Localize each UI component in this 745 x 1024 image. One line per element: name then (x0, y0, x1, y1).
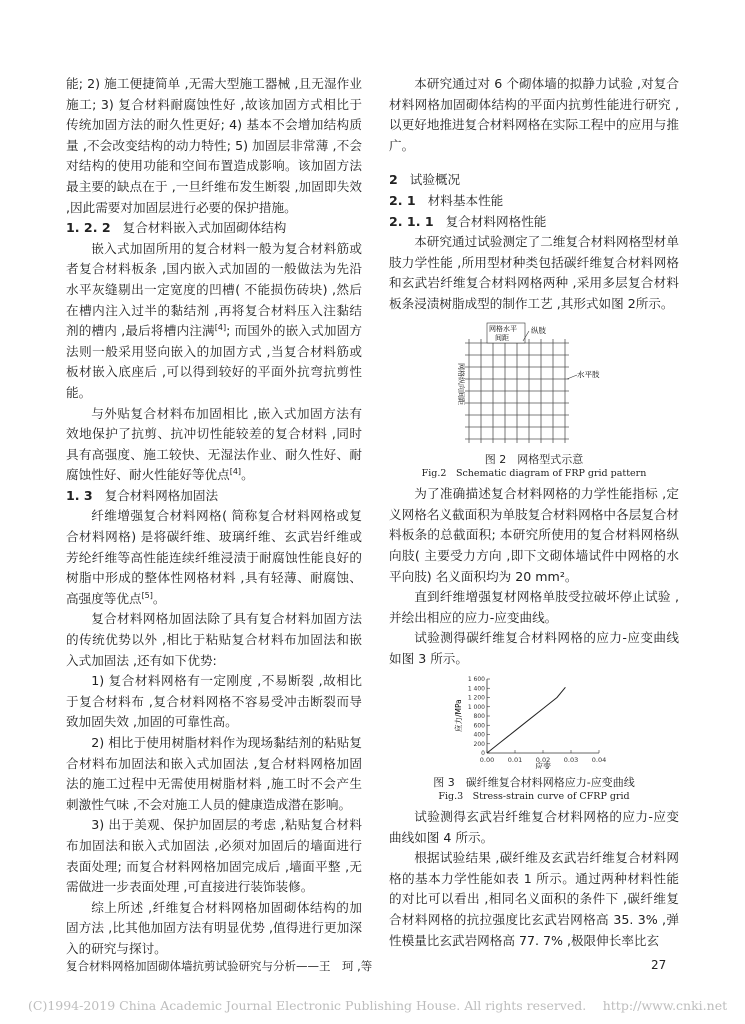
section-heading: 1. 3 复合材料网格加固法 (66, 487, 219, 503)
figure-3 (389, 673, 679, 803)
figure-2 (389, 319, 679, 481)
y-tick-label: 600 (473, 722, 485, 730)
left-column (66, 74, 362, 960)
paragraph: 综上所述 ,纤维复合材料网格加固砌体结构的加固方法 ,比其他加固方法有明显优势 ,值得进行更加深入的研究与探讨。 (66, 899, 362, 956)
y-tick-label: 0 (481, 750, 485, 758)
y-axis-label: 应力/MPa (454, 699, 463, 733)
y-tick-label: 400 (473, 732, 485, 740)
figure-caption-en: Fig.2 Schematic diagram of FRP grid pattern (421, 468, 647, 480)
figure-caption: 图 2 网格型式示意 (484, 453, 584, 467)
paragraph: 1) 复合材料网格有一定刚度 ,不易断裂 ,故相比于复合材料布 ,复合材料网格不容易受冲击断裂而导致加固失效 ,加固的可靠性高。 (66, 673, 362, 730)
citation: [5] (141, 590, 153, 600)
section-heading: 2. 1 材料基本性能 (389, 192, 504, 208)
paragraph: 直到纤维增强复材网格单肢受拉破坏停止试验 ,并绘出相应的应力-应变曲线。 (389, 589, 679, 625)
page-number: 27 (651, 958, 667, 972)
y-tick-label: 1 200 (467, 695, 485, 703)
paragraph: 复合材料网格加固法除了具有复合材料加固方法的传统优势以外 ,相比于粘贴复合材料布加固法和嵌入式加固法 ,还有如下优势: (66, 611, 362, 668)
figure-caption: 图 3 碳纤维复合材料网格应力-应变曲线 (433, 776, 635, 790)
x-tick-label: 0.01 (507, 756, 523, 765)
paragraph: 试验测得玄武岩纤维复合材料网格的应力-应变曲线如图 4 所示。 (389, 809, 679, 845)
figure-caption-en: Fig.3 Stress-strain curve of CFRP grid (438, 791, 630, 803)
x-axis-label: 应变 (535, 762, 551, 770)
label-longitudinal-rib: 纵肢 (531, 325, 546, 335)
section-heading: 2 试验概况 (389, 172, 461, 188)
y-tick-label: 1 000 (467, 704, 485, 712)
paragraph: 3) 出于美观、保护加固层的考虑 ,粘贴复合材料布加固法和嵌入式加固法 ,必须对加固后的墙面进行表面处理; 而复合材料网格加固完成后 ,墙面平整 ,无需做进一步表面处理 ,可直接进行装饰装修。 (66, 817, 362, 895)
paragraph: 纤维增强复合材料网格( 简称复合材料网格或复合材料网格) 是将碳纤维、玻璃纤维、玄武岩纤维或芳纶纤维等高性能连续纤维浸渍于耐腐蚀性能良好的树脂中形成的整体性网格材料 ,具有轻薄、耐腐蚀、高强度等优点[5]。 (66, 508, 362, 606)
x-tick-label: 0.00 (479, 756, 495, 765)
paragraph: 嵌入式加固所用的复合材料一般为复合材料筋或者复合材料板条 ,国内嵌入式加固的一般做法为先沿水平灰缝剔出一定宽度的凹槽( 不能损伤砖块) ,然后在槽内注入过半的黏结剂 ,再将复合材料压入注黏结剂的槽内 ,最后将槽内注满[4]; 而国外的嵌入式加固方法则一般采用竖向嵌入的加固方式 ,当复合材料筋或板材嵌入底座后 ,可以得到较好的平面外抗弯抗剪性能。 (66, 240, 362, 400)
label-horizontal-spacing: 网格水平 (489, 324, 517, 333)
label-horizontal-spacing-2: 间距 (495, 333, 509, 342)
paragraph: 本研究通过试验测定了二维复合材料网格型材单肢力学性能 ,所用型材种类包括碳纤维复合材料网格和玄武岩纤维复合材料网格两种 ,采用多层复合材料板条浸渍树脂成型的制作工艺 ,其形式如图 2所示。 (389, 234, 679, 311)
copyright-notice: (C)1994-2019 China Academic Journal Electronic Publishing House. All rights reserved. http://www.cnki.net (28, 998, 728, 1013)
label-horizontal-rib: 水平肢 (577, 369, 600, 379)
x-tick-label: 0.04 (591, 756, 607, 765)
paragraph: 为了准确描述复合材料网格的力学性能指标 ,定义网格名义截面积为单肢复合材料网格中各层复合材料板条的总截面积; 本研究所使用的复合材料网格纵向肢( 主要受力方向 ,即下文砌体墙试件中网格的水平向肢) 名义面积均为 20 mm²。 (389, 486, 679, 584)
grid-lines (465, 339, 569, 443)
citation: [4] (214, 322, 227, 332)
y-tick-label: 200 (473, 741, 485, 749)
paragraph: 试验测得碳纤维复合材料网格的应力-应变曲线如图 3 所示。 (389, 630, 679, 666)
paragraph: 与外贴复合材料布加固相比 ,嵌入式加固方法有效地保护了抗剪、抗冲切性能较差的复合材料 ,同时具有高强度、施工较快、无湿法作业、耐久性好、耐腐蚀性好、耐火性能好等优点[4]。 (66, 405, 362, 483)
x-tick-label: 0.03 (563, 756, 579, 765)
section-heading: 2. 1. 1 复合材料网格性能 (389, 213, 547, 229)
y-tick-label: 1 600 (467, 676, 485, 684)
label-vertical-spacing: 网格纵向间距 (457, 362, 465, 405)
y-tick-label: 1 400 (467, 685, 485, 693)
section-heading: 1. 2. 2 复合材料嵌入式加固砌体结构 (66, 220, 287, 236)
paragraph: 本研究通过对 6 个砌体墙的拟静力试验 ,对复合材料网格加固砌体结构的平面内抗剪性能进行研究 ,以更好地推进复合材料网格在实际工程中的应用与推广。 (389, 76, 679, 153)
paragraph: 能; 2) 施工便捷简单 ,无需大型施工器械 ,且无湿作业施工; 3) 复合材料耐腐蚀性好 ,故该加固方式相比于传统加固方法的耐久性更好; 4) 基本不会增加结构质量 ,不会改变结构的动力特性; 5) 加固层非常薄 ,不会对结构的使用功能和空间布置造成影响。该加固方法最主要的缺点在于 ,一旦纤维布发生断裂 ,加固即失效 ,因此需要对加固层进行必要的保护措施。 (66, 76, 362, 215)
y-tick-label: 800 (473, 713, 485, 721)
paragraph: 根据试验结果 ,碳纤维及玄武岩纤维复合材料网格的基本力学性能如表 1 所示。通过两种材料性能的对比可以看出 ,相同名义面积的条件下 ,碳纤维复合材料网格的抗拉强度比玄武岩网格高 35. 3% ,弹性模量比玄武岩网格高 77. 7% ,极限伸长率比玄 (389, 850, 679, 948)
running-footer: 复合材料网格加固砌体墙抗剪试验研究与分析——王 珂 ,等 (66, 959, 373, 973)
series-line-cfrp (487, 688, 565, 754)
right-column (389, 74, 679, 951)
paragraph: 2) 相比于使用树脂材料作为现场黏结剂的粘贴复合材料布加固法和嵌入式加固法 ,复合材料网格加固法的施工过程中无需使用树脂材料 ,施工时不会产生刺激性气味 ,不会对施工人员的健康造成潜在影响。 (66, 735, 362, 812)
citation: [4] (229, 467, 242, 477)
x-tick-label: 0.02 (535, 756, 551, 765)
grid-pattern-diagram (389, 319, 679, 447)
stress-strain-chart (389, 673, 679, 769)
